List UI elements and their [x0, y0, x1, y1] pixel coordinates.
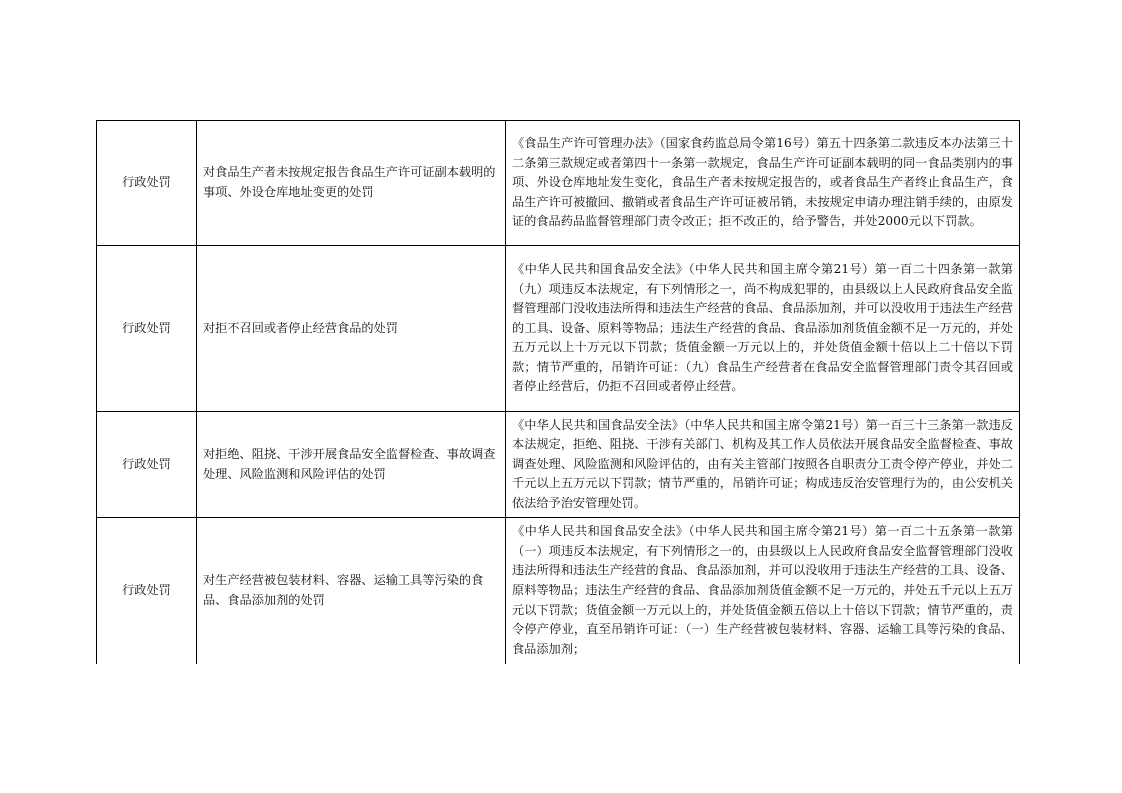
penalty-table [96, 120, 1020, 664]
penalty-type-cell: 行政处罚 [97, 246, 197, 412]
penalty-item-cell: 对生产经营被包装材料、容器、运输工具等污染的食品、食品添加剂的处罚 [197, 518, 506, 664]
penalty-type-cell: 行政处罚 [97, 518, 197, 664]
penalty-type-cell: 行政处罚 [97, 412, 197, 518]
table-row [97, 121, 1020, 246]
legal-basis-cell: 《中华人民共和国食品安全法》（中华人民共和国主席令第21号）第一百二十四条第一款第（九）项违反本法规定，有下列情形之一，尚不构成犯罪的，由县级以上人民政府食品安全监督管理部门没收违法所得和违法生产经营的食品、食品添加剂，并可以没收用于违法生产经营的工具、设备、原料等物品；违法生产经营的食品、食品添加剂货值金额不足一万元的，并处五万元以上十万元以下罚款；货值金额一万元以上的，并处货值金额十倍以上二十倍以下罚款；情节严重的，吊销许可证：（九）食品生产经营者在食品安全监督管理部门责令其召回或者停止经营后，仍拒不召回或者停止经营。 [506, 246, 1020, 412]
penalty-item-cell: 对拒绝、阻挠、干涉开展食品安全监督检查、事故调查处理、风险监测和风险评估的处罚 [197, 412, 506, 518]
penalty-item-cell: 对食品生产者未按规定报告食品生产许可证副本载明的事项、外设仓库地址变更的处罚 [197, 121, 506, 246]
penalty-type-cell: 行政处罚 [97, 121, 197, 246]
table-row [97, 246, 1020, 412]
legal-basis-cell: 《食品生产许可管理办法》（国家食药监总局令第16号）第五十四条第二款违反本办法第三十二条第三款规定或者第四十一条第一款规定，食品生产许可证副本载明的同一食品类别内的事项、外设仓库地址发生变化，食品生产者未按规定报告的，或者食品生产者终止食品生产，食品生产许可被撤回、撤销或者食品生产许可证被吊销，未按规定申请办理注销手续的，由原发证的食品药品监督管理部门责令改正；拒不改正的，给予警告，并处2000元以下罚款。 [506, 121, 1020, 246]
legal-basis-cell: 《中华人民共和国食品安全法》（中华人民共和国主席令第21号）第一百三十三条第一款违反本法规定，拒绝、阻挠、干涉有关部门、机构及其工作人员依法开展食品安全监督检查、事故调查处理、风险监测和风险评估的，由有关主管部门按照各自职责分工责令停产停业，并处二千元以上五万元以下罚款；情节严重的，吊销许可证；构成违反治安管理行为的，由公安机关依法给予治安管理处罚。 [506, 412, 1020, 518]
table-row [97, 412, 1020, 518]
penalty-item-cell: 对拒不召回或者停止经营食品的处罚 [197, 246, 506, 412]
table-row [97, 518, 1020, 664]
legal-basis-cell: 《中华人民共和国食品安全法》（中华人民共和国主席令第21号）第一百二十五条第一款第（一）项违反本法规定，有下列情形之一的，由县级以上人民政府食品安全监督管理部门没收违法所得和违法生产经营的食品、食品添加剂，并可以没收用于违法生产经营的工具、设备、原料等物品；违法生产经营的食品、食品添加剂货值金额不足一万元的，并处五千元以上五万元以下罚款；货值金额一万元以上的，并处货值金额五倍以上十倍以下罚款；情节严重的，责令停产停业，直至吊销许可证：（一）生产经营被包装材料、容器、运输工具等污染的食品、食品添加剂； [506, 518, 1020, 664]
